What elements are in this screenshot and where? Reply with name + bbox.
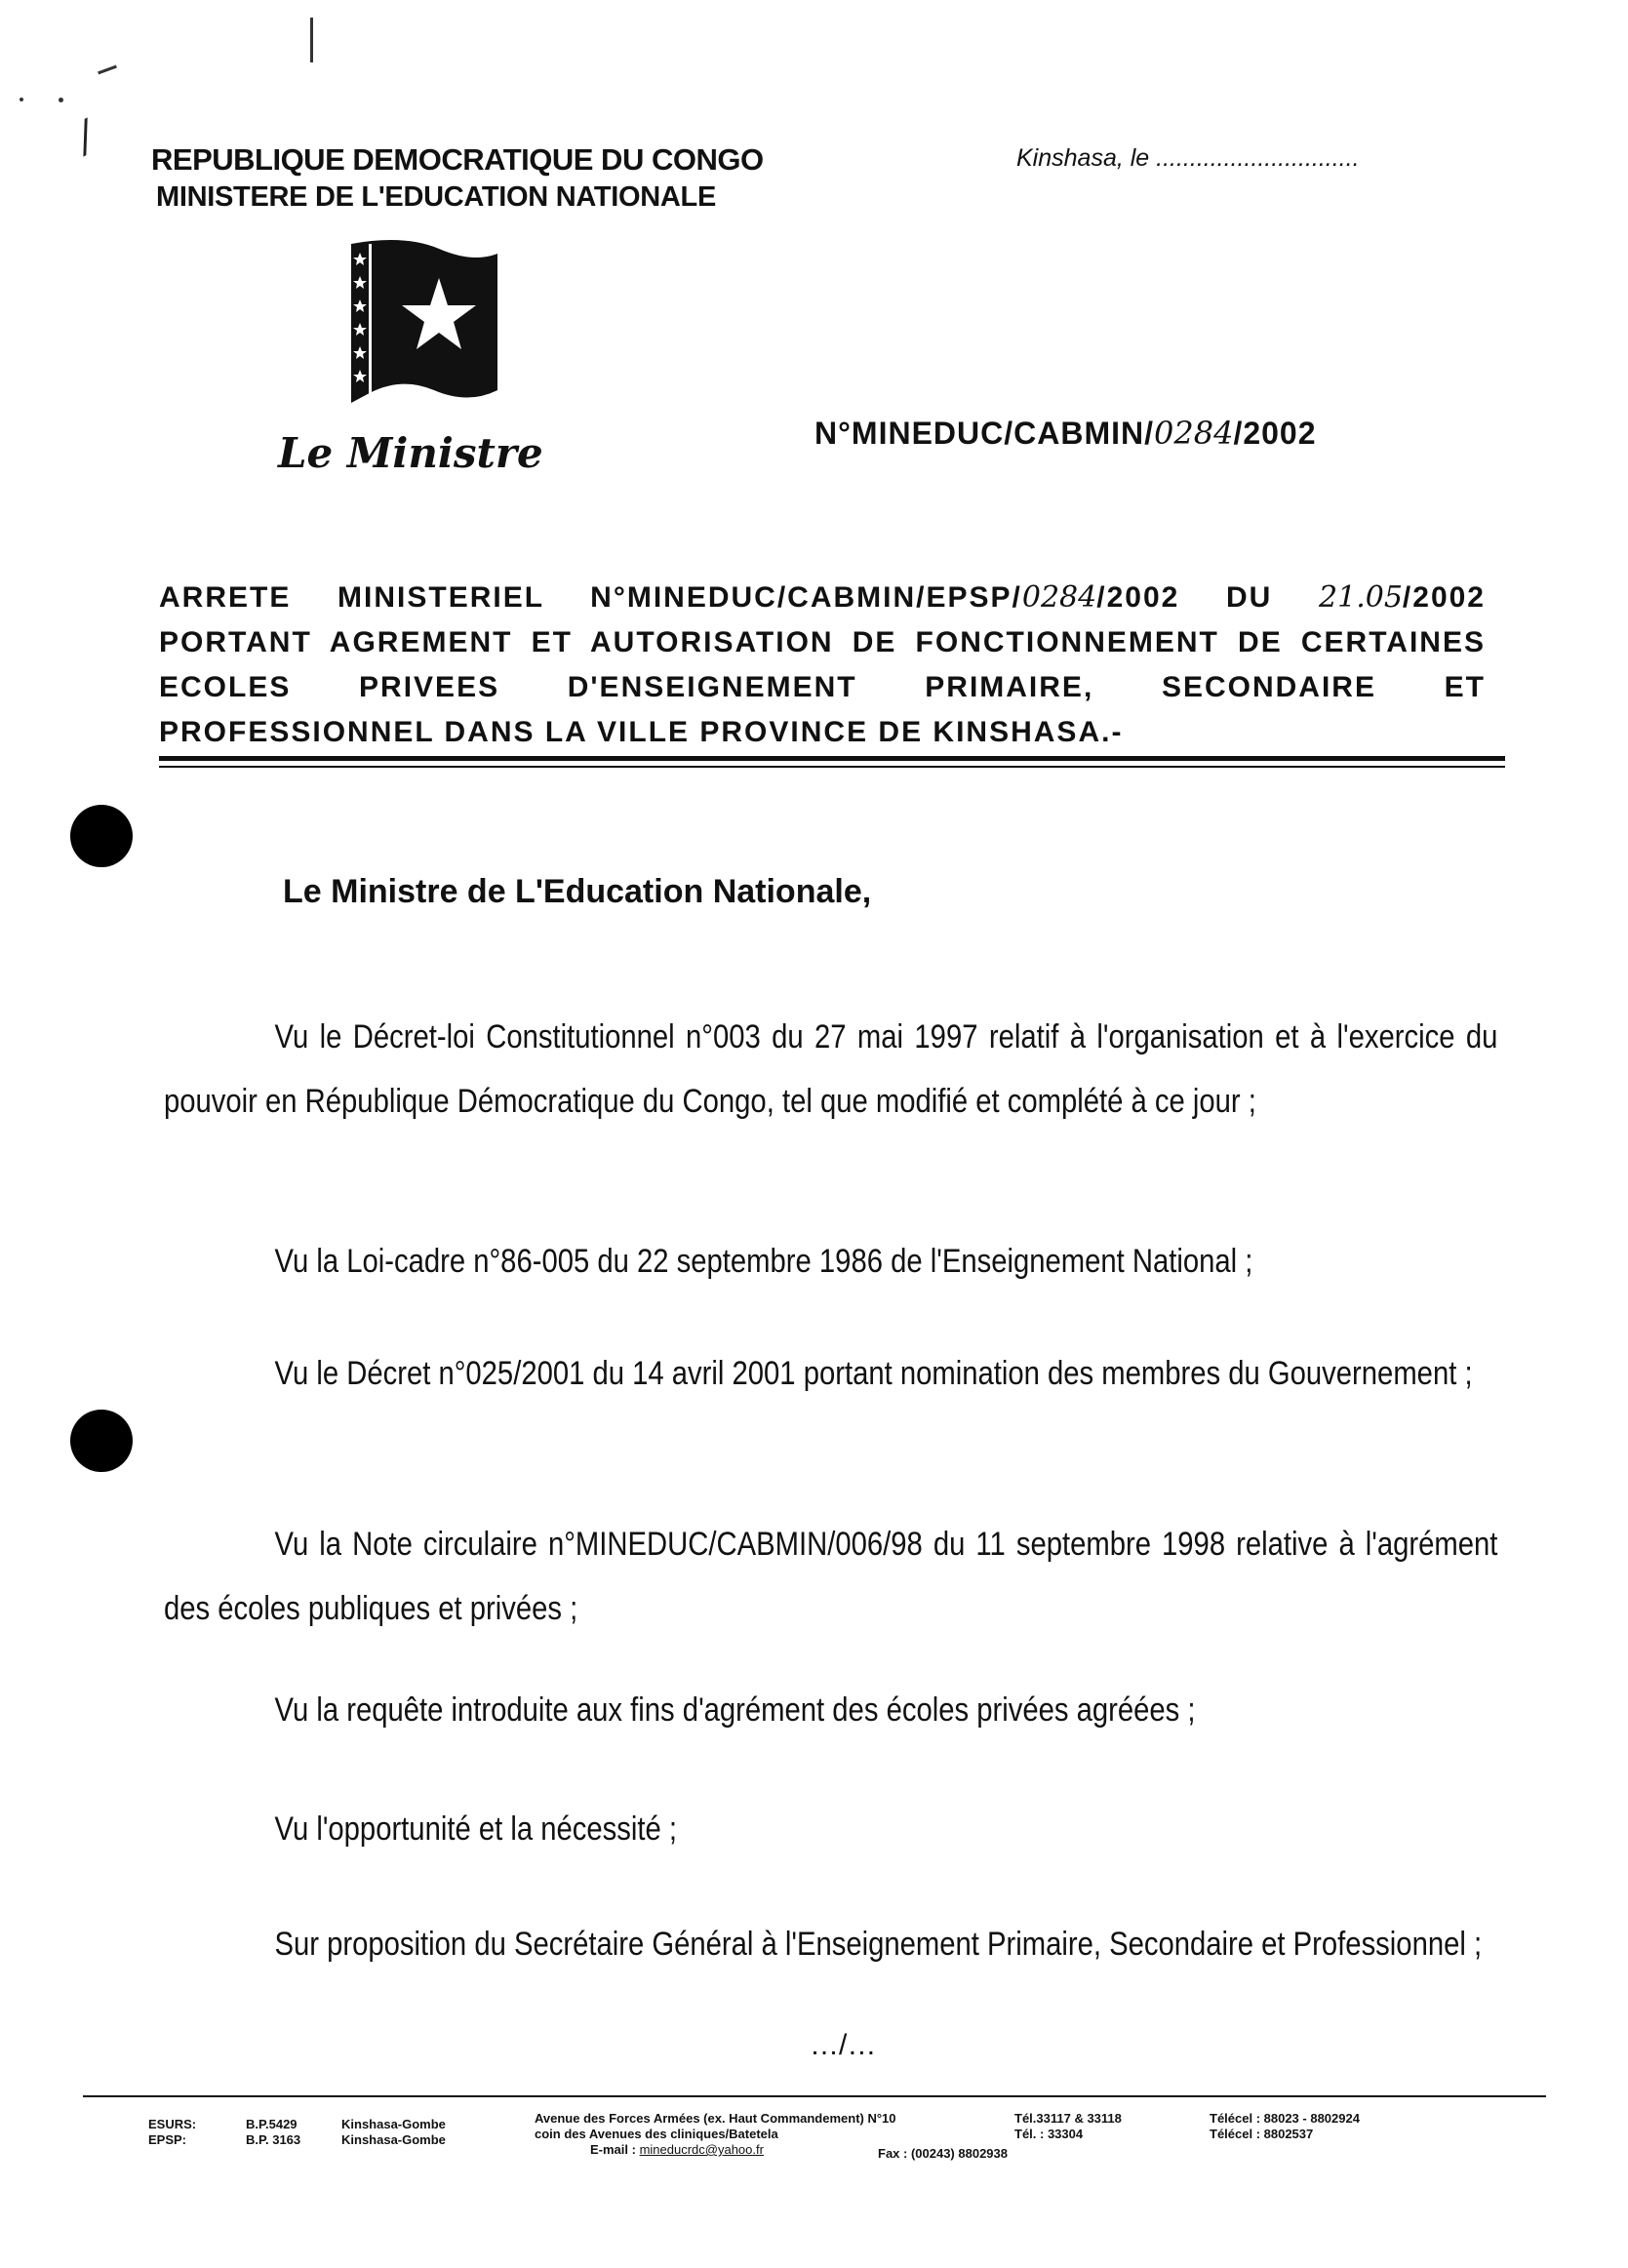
paragraph-4 [164, 1512, 1497, 1641]
footer-email-label: E-mail : [590, 2142, 640, 2157]
paragraph-5-text: Vu la requête introduite aux fins d'agrément des écoles privées agréées ; [274, 1691, 1196, 1729]
reference-suffix: /2002 [1233, 416, 1317, 451]
arrete-line-1 [159, 576, 1486, 620]
paragraph-4-text: Vu la Note circulaire n°MINEDUC/CABMIN/006/98 du 11 septembre 1998 relative à l'agrément des écoles publiques et privées ; [164, 1526, 1498, 1627]
footer-epsp-label: EPSP: [148, 2132, 187, 2147]
paragraph-1 [164, 1005, 1497, 1134]
footer-address-line2: coin des Avenues des cliniques/Batetela [535, 2127, 778, 2141]
paragraph-1-text: Vu le Décret-loi Constitutionnel n°003 du 27 mai 1997 relatif à l'organisation et à l'exercice du pouvoir en République Démocratique du Congo, tel que modifié et complété à ce jour ; [164, 1018, 1498, 1120]
arrete-line-2: PORTANT AGREMENT ET AUTORISATION DE FONCTIONNEMENT DE CERTAINES [159, 626, 1486, 658]
reference-prefix: N°MINEDUC/CABMIN/ [814, 416, 1154, 451]
paragraph-6-text: Vu l'opportunité et la nécessité ; [274, 1810, 678, 1848]
title-rule-thick [159, 756, 1505, 761]
paragraph-7 [164, 1912, 1497, 1976]
paragraph-3-text: Vu le Décret n°025/2001 du 14 avril 2001 portant nomination des membres du Gouvernement ; [274, 1355, 1473, 1392]
scan-speck [20, 98, 23, 101]
reference-number [814, 415, 1317, 452]
arrete-suffix: /2002 [1402, 581, 1486, 614]
paragraph-7-text: Sur proposition du Secrétaire Général à l'Enseignement Primaire, Secondaire et Professionnel ; [274, 1926, 1483, 1963]
reference-handwritten-number: 0284 [1154, 415, 1234, 452]
place-date: Kinshasa, le .............................. [1016, 144, 1360, 172]
footer-email [590, 2142, 764, 2158]
country-heading: REPUBLIQUE DEMOCRATIQUE DU CONGO [151, 142, 764, 177]
paragraph-5 [164, 1678, 1497, 1742]
paragraph-2-text: Vu la Loi-cadre n°86-005 du 22 septembre 1986 de l'Enseignement National ; [274, 1243, 1253, 1280]
footer-email-link[interactable]: mineducrdc@yahoo.fr [639, 2142, 764, 2157]
title-rule-thin [159, 766, 1505, 768]
arrete-line-3: ECOLES PRIVEES D'ENSEIGNEMENT PRIMAIRE, SECONDAIRE ET [159, 671, 1486, 703]
punch-hole [70, 805, 133, 867]
footer-tel2: Tél. : 33304 [1014, 2127, 1084, 2141]
footer-esurs-city: Kinshasa-Gombe [341, 2117, 446, 2131]
arrete-prefix: ARRETE MINISTERIEL N°MINEDUC/CABMIN/EPSP/ [159, 581, 1022, 614]
footer-rule [83, 2095, 1546, 2097]
paragraph-6 [164, 1797, 1497, 1861]
handwritten-mark: / [68, 111, 101, 161]
footer-telecel2: Télécel : 8802537 [1210, 2127, 1314, 2141]
footer-address-line1: Avenue des Forces Armées (ex. Haut Commandement) N°10 [535, 2111, 896, 2126]
scan-speck [310, 18, 313, 62]
paragraph-3 [164, 1341, 1497, 1406]
footer-tel1: Tél.33117 & 33118 [1014, 2111, 1122, 2126]
punch-hole [70, 1410, 133, 1472]
congo-flag-emblem [346, 239, 502, 410]
footer-epsp-bp: B.P. 3163 [246, 2132, 301, 2147]
footer-esurs-label: ESURS: [148, 2117, 197, 2131]
footer-esurs-bp: B.P.5429 [246, 2117, 298, 2131]
footer-fax: Fax : (00243) 8802938 [878, 2146, 1008, 2161]
scan-speck [98, 65, 117, 75]
continuation-mark: …/… [810, 2029, 877, 2061]
minister-signature-title: Le Ministre [278, 429, 543, 477]
addressee: Le Ministre de L'Education Nationale, [283, 873, 872, 910]
footer-epsp-city: Kinshasa-Gombe [341, 2132, 446, 2147]
footer-telecel1: Télécel : 88023 - 8802924 [1210, 2111, 1360, 2126]
arrete-mid: /2002 DU [1096, 581, 1320, 614]
arrete-handwritten-number: 0284 [1021, 580, 1097, 615]
ministry-heading: MINISTERE DE L'EDUCATION NATIONALE [156, 181, 717, 213]
arrete-handwritten-date: 21.05 [1319, 580, 1403, 615]
scan-speck [59, 98, 63, 102]
arrete-title [159, 576, 1486, 755]
paragraph-2 [164, 1229, 1497, 1293]
arrete-line-4: PROFESSIONNEL DANS LA VILLE PROVINCE DE KINSHASA.- [159, 716, 1124, 748]
